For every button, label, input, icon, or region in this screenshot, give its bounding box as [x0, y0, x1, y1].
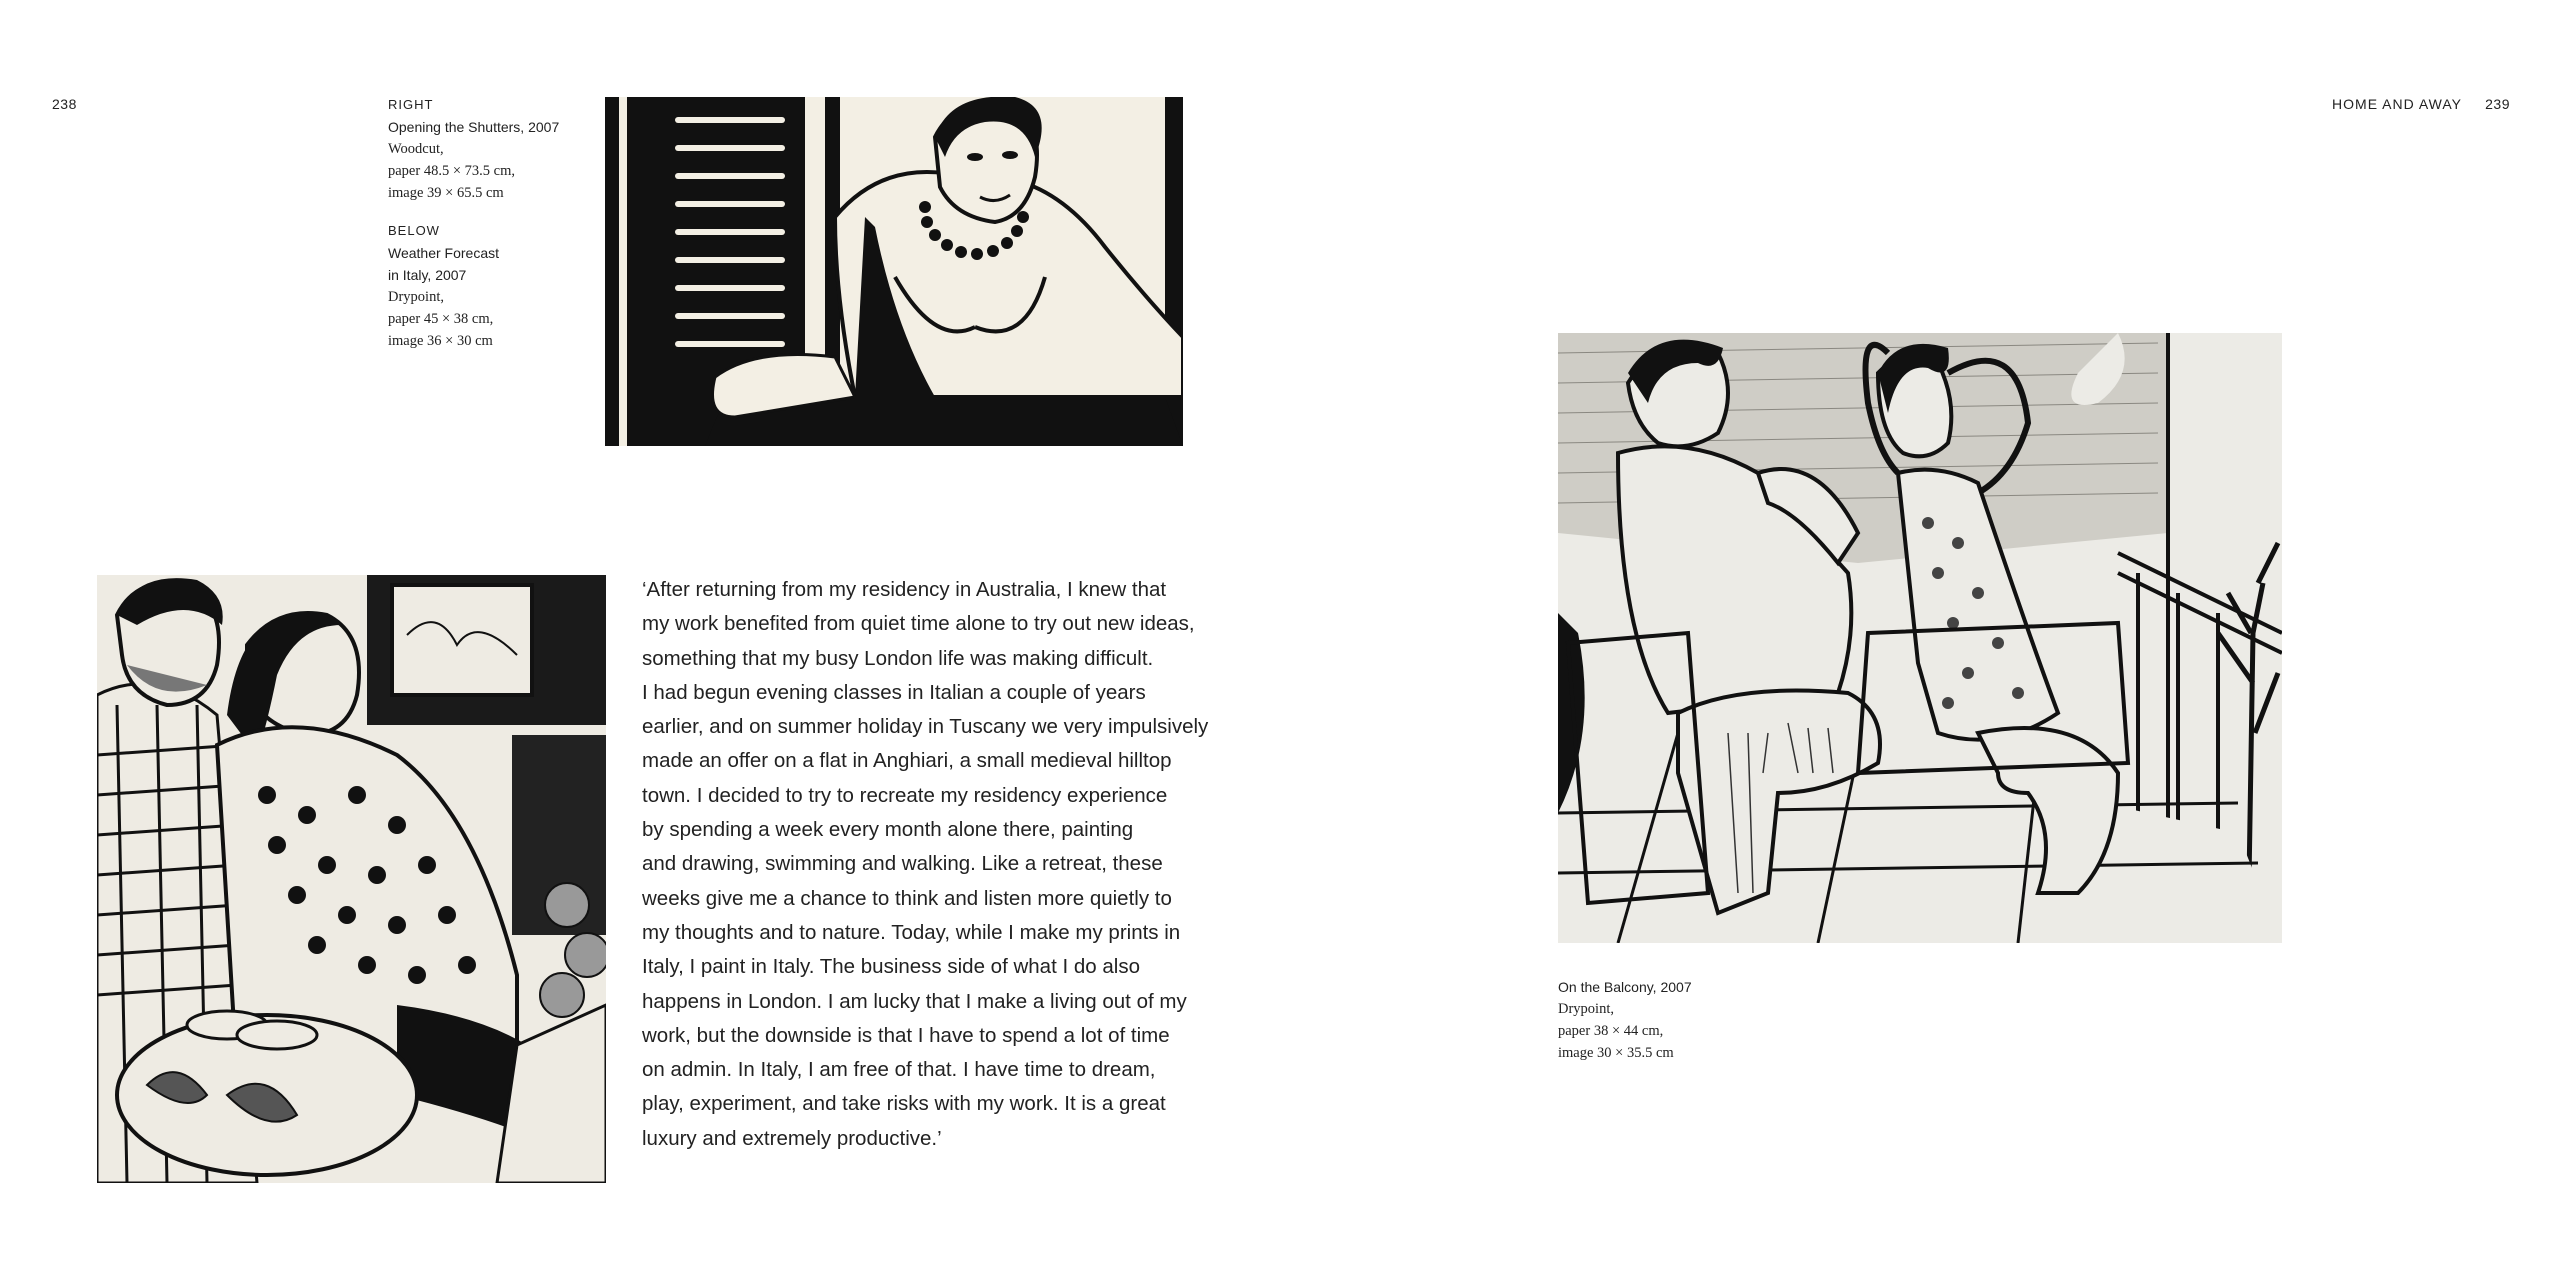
- caption-detail: paper 45 × 38 cm,: [388, 311, 494, 327]
- artwork-on-the-balcony: [1558, 333, 2282, 943]
- caption-title-balcony: On the Balcony, 2007: [1558, 979, 1692, 995]
- quote-line: happens in London. I am lucky that I make a living out of my: [642, 989, 1187, 1013]
- quote-line: something that my busy London life was making difficult.: [642, 646, 1154, 670]
- artwork-weather-forecast-in-italy: [97, 575, 606, 1183]
- caption-detail: Drypoint,: [1558, 1001, 1614, 1017]
- caption-detail: paper 48.5 × 73.5 cm,: [388, 163, 515, 179]
- page-number-right: 239: [2485, 96, 2510, 112]
- quote-line: I had begun evening classes in Italian a couple of years: [642, 680, 1146, 704]
- caption-detail: image 30 × 35.5 cm: [1558, 1045, 1674, 1061]
- running-head: HOME AND AWAY: [2332, 96, 2462, 112]
- quote-line: Italy, I paint in Italy. The business side of what I do also: [642, 955, 1140, 979]
- caption-title-weather: Weather Forecast: [388, 245, 500, 261]
- quote-line: play, experiment, and take risks with my work. It is a great: [642, 1092, 1166, 1116]
- caption-detail: image 36 × 30 cm: [388, 333, 493, 349]
- caption-detail: Drypoint,: [388, 289, 444, 305]
- artist-quote: [642, 573, 1209, 1156]
- quote-line: work, but the downside is that I have to spend a lot of time: [642, 1023, 1170, 1047]
- caption-title-weather: in Italy, 2007: [388, 267, 467, 283]
- quote-line: earlier, and on summer holiday in Tuscany we very impulsively: [642, 715, 1209, 739]
- artwork-opening-the-shutters: [605, 97, 1183, 446]
- quote-line: my thoughts and to nature. Today, while I make my prints in: [642, 920, 1181, 944]
- quote-line: by spending a week every month alone there, painting: [642, 818, 1134, 842]
- caption-label-below: BELOW: [388, 223, 440, 238]
- caption-detail: Woodcut,: [388, 141, 444, 157]
- caption-right: [388, 94, 588, 352]
- quote-line: my work benefited from quiet time alone to try out new ideas,: [642, 612, 1195, 636]
- caption-title-shutters: Opening the Shutters, 2007: [388, 119, 560, 135]
- caption-label-right: RIGHT: [388, 97, 434, 112]
- quote-line: town. I decided to try to recreate my residency experience: [642, 783, 1168, 807]
- quote-line: weeks give me a chance to think and listen more quietly to: [642, 886, 1172, 910]
- quote-line: on admin. In Italy, I am free of that. I have time to dream,: [642, 1058, 1156, 1082]
- caption-detail: image 39 × 65.5 cm: [388, 185, 504, 201]
- caption-on-the-balcony: [1558, 976, 1778, 1064]
- quote-line: ‘After returning from my residency in Australia, I knew that: [642, 578, 1167, 601]
- caption-detail: paper 38 × 44 cm,: [1558, 1023, 1664, 1039]
- right-page: [1280, 0, 2560, 1280]
- quote-line: luxury and extremely productive.’: [642, 1126, 942, 1150]
- quote-line: made an offer on a flat in Anghiari, a small medieval hilltop: [642, 749, 1172, 773]
- page-number-left: 238: [52, 96, 77, 112]
- quote-line: and drawing, swimming and walking. Like a retreat, these: [642, 852, 1163, 876]
